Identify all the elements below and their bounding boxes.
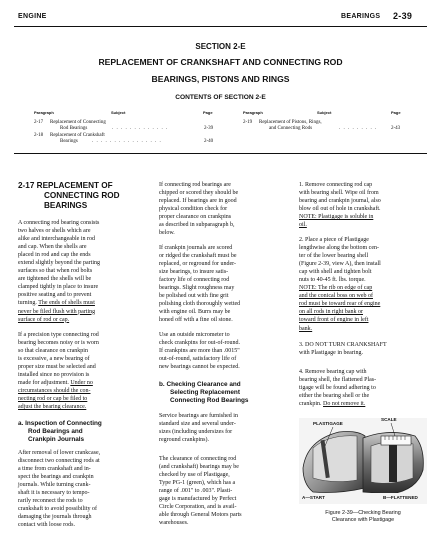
underlined-warning: never be filed flush with parting	[18, 308, 96, 315]
text-line: 1. Remove connecting rod cap	[299, 182, 373, 188]
toc-para: 2-18	[34, 133, 44, 138]
note-line: rod must be toward rear of engine	[299, 301, 381, 308]
page-number: 2-39	[393, 11, 413, 21]
section-label: SECTION 2-E	[195, 42, 246, 51]
text-line: made for adjustment.	[18, 380, 69, 387]
section-heading-2-17	[18, 181, 138, 211]
text-line: are tightened the shells will be	[18, 276, 92, 283]
text-line: lengthwise along the bottom cen-	[299, 245, 379, 252]
text-line: replaced. If bearings are in good	[159, 198, 237, 205]
text-line: warehouses.	[159, 520, 189, 527]
toc-header-paragraph-right: Paragraph	[243, 110, 263, 115]
text-line: range of .001" to .003". Plasti-	[159, 488, 233, 495]
underlined-warning: adjust the bearing clearance.	[18, 404, 87, 411]
note-line: NOTE: Plastigage is soluble in	[299, 214, 374, 221]
text-line: new bearings cannot be expected.	[159, 364, 240, 371]
text-line: installed since no provision is	[18, 372, 90, 379]
header-rule	[14, 26, 427, 27]
text-line: bearing and crankpin journal, also	[299, 198, 381, 205]
underlined-warning: circumstances should the con-	[18, 388, 91, 395]
text-line: journals. While turning crank-	[18, 482, 91, 489]
toc-rule	[14, 153, 427, 154]
text-line: or ridged the crankshaft must be	[159, 253, 237, 260]
text-line: be polished out with fine grit	[159, 293, 229, 300]
underlined-warning: surface of rod or cap.	[18, 316, 70, 323]
text-line: nuts to 40-45 ft. lbs. torque.	[299, 277, 366, 284]
caption-line: Figure 2-39—Checking Bearing	[325, 510, 401, 516]
text-line: out-of-round, satisfactory life of	[159, 356, 237, 363]
subheading-line: a. Inspection of Connecting	[18, 420, 102, 427]
text-line: with bearing shell. Wipe oil from	[299, 190, 379, 197]
note-line: and the conical boss on web of	[299, 293, 373, 300]
paragraph-crankpin-scored	[159, 244, 291, 324]
text-line: physical condition check for	[159, 206, 228, 213]
underlined-warning: necting rod or cap be filed to	[18, 396, 88, 403]
text-line: blow oil out of hole in crankshaft.	[299, 206, 381, 213]
text-line: disconnect two connecting rods at	[18, 458, 100, 465]
text-line: damaging the journals through	[18, 514, 92, 521]
text-line: cap with shell and tighten bolt	[299, 269, 372, 276]
text-line: factory life of connecting rod	[159, 277, 230, 284]
figure-label-start: A—START	[302, 495, 325, 500]
text-line: Service bearings are furnished in	[159, 413, 238, 419]
subheading-inspection	[18, 420, 152, 444]
text-line: bearing becomes noisy or is worn	[18, 340, 99, 347]
subheading-line: Crankpin Journals	[28, 436, 85, 443]
text-line: proper size must be selected and	[18, 364, 96, 371]
paragraph-precision-bearing	[18, 331, 152, 411]
text-line: tigage will be found adhering to	[299, 385, 376, 392]
text-line: A connecting rod bearing consists	[18, 220, 100, 226]
text-line: turning.	[18, 300, 37, 307]
underlined-warning: Under no	[70, 380, 93, 387]
toc-header-subject: Subject	[111, 110, 126, 115]
section-title-line1: REPLACEMENT OF CRANKSHAFT AND CONNECTING ROD	[98, 57, 343, 67]
text-line: If crankpin journals are scored	[159, 245, 233, 251]
paragraph-plastigage	[159, 455, 291, 527]
text-line: a time from crankshaft and in-	[18, 466, 91, 473]
step-3	[299, 341, 425, 357]
text-line: sizes (including undersizes for	[159, 429, 233, 436]
toc-header-page: Page	[203, 110, 213, 115]
running-header-left: ENGINE	[18, 13, 47, 20]
underlined-warning: Do not remove it.	[323, 401, 366, 408]
subheading-line: Connecting Rod Bearings	[170, 397, 249, 404]
text-line: crankshaft to avoid possibility of	[18, 506, 97, 513]
toc-subject: and Connecting Rods	[269, 126, 313, 131]
subheading-line: b. Checking Clearance and	[159, 381, 241, 388]
text-line: positive seating and to prevent	[18, 292, 92, 299]
text-line: proper clearance on crankpins	[159, 214, 232, 221]
note-line: oil.	[299, 222, 307, 229]
step-4	[299, 368, 425, 408]
text-line: with engine oil. Burrs may be	[159, 309, 231, 316]
toc-header-paragraph: Paragraph	[34, 110, 54, 115]
step-2	[299, 236, 425, 333]
toc-page: 2-39	[204, 126, 214, 131]
text-line: (and crankshaft) bearings may be	[159, 464, 239, 471]
toc-subject: Replacement of Pistons, Rings,	[259, 120, 322, 125]
text-line: Type PG-1 (green), which has a	[159, 480, 236, 487]
toc-page: 2-40	[204, 139, 214, 144]
text-line: bearing shell, the flattened Plas-	[299, 377, 377, 384]
note-line: NOTE: The rib on edge of cap	[299, 285, 373, 292]
text-line: 3. DO NOT TURN CRANKSHAFT	[299, 342, 387, 348]
toc-subject: Rod Bearings	[60, 126, 88, 131]
toc-subject: Replacement of Crankshaft	[50, 133, 105, 138]
text-line: 2. Place a piece of Plastigage	[299, 237, 369, 243]
toc-leader: . . . . . . . . . . . . . . . .	[92, 139, 162, 144]
subheading-line: Selecting Replacement	[170, 389, 240, 396]
text-line: gage is manufactured by Perfect	[159, 496, 237, 503]
note-line: toward front of engine in left	[299, 317, 369, 324]
subheading-checking-clearance	[159, 381, 291, 405]
heading-line: BEARINGS	[44, 201, 88, 210]
text-line: standard size and several under-	[159, 421, 236, 428]
paragraph-chipped-bearings	[159, 181, 291, 237]
toc-subject: Bearings	[60, 139, 78, 144]
section-title-line2: BEARINGS, PISTONS AND RINGS	[151, 74, 290, 84]
text-line: checked by use of Plastigage,	[159, 472, 230, 479]
text-line: crankpin.	[299, 401, 322, 408]
text-line: After removal of lower crankcase,	[18, 450, 101, 456]
text-line: ter of the lower bearing shell	[299, 253, 369, 260]
text-line: alike and interchangeable in rod	[18, 236, 95, 243]
text-line: The clearance of connecting rod	[159, 456, 237, 462]
text-line: either the bearing shell or the	[299, 393, 370, 400]
text-line: is excessive, a new bearing of	[18, 356, 90, 363]
figure-label-scale: SCALE	[381, 417, 397, 422]
heading-line: 2-17 REPLACEMENT OF	[18, 181, 113, 190]
toc-page: 2-43	[391, 126, 401, 131]
text-line: (Figure 2-39, view A), then install	[299, 261, 381, 268]
text-line: polishing cloth thoroughly wetted	[159, 301, 241, 308]
text-line: 4. Remove bearing cap with	[299, 369, 367, 375]
text-line: as described in subparagraph b,	[159, 222, 235, 229]
paragraph-inspection	[18, 449, 152, 529]
text-line: below.	[159, 230, 175, 237]
text-line: If crankpins are more than .0015"	[159, 348, 240, 355]
paragraph-bearing-description	[18, 219, 152, 324]
text-line: size bearings, to insure satis-	[159, 269, 229, 276]
text-line: If connecting rod bearings are	[159, 182, 231, 188]
text-line: Use an outside micrometer to	[159, 332, 230, 338]
toc-leader: . . . . . . . . . . . . .	[112, 126, 169, 131]
running-header-title: BEARINGS	[341, 13, 381, 20]
toc-header-subject-right: Subject	[317, 110, 332, 115]
text-line: bearings. Slight roughness may	[159, 285, 235, 292]
figure-caption	[299, 510, 427, 524]
text-line: rarily reconnect the rods to	[18, 498, 83, 505]
text-line: Circle Corporation, and is avail-	[159, 504, 237, 511]
text-line: check crankpins for out-of-round.	[159, 340, 240, 347]
note-line: bank.	[299, 325, 313, 332]
text-line: so that clearance on crankpin	[18, 348, 88, 355]
paragraph-service-bearings	[159, 412, 291, 444]
text-line: spect the bearings and crankpin	[18, 474, 94, 481]
toc-para: 2-17	[34, 120, 44, 125]
text-line: shaft it is necessary to tempo-	[18, 490, 90, 497]
text-line: two halves or shells which are	[18, 228, 91, 235]
figure-label-flattened: B—FLATTENED	[383, 495, 418, 500]
text-line: reground crankpins).	[159, 437, 209, 444]
paragraph-micrometer	[159, 331, 291, 371]
note-line: on all rods in right bank or	[299, 309, 363, 316]
text-line: clamped tightly in place to insure	[18, 284, 99, 291]
figure-plastigage	[299, 418, 427, 504]
heading-line: CONNECTING ROD	[44, 191, 120, 200]
text-line: placed in rod and cap the ends	[18, 252, 91, 259]
caption-line: Clearance with Plastigage	[331, 517, 395, 523]
step-1	[299, 181, 425, 229]
text-line: chipped or scored they should be	[159, 190, 239, 197]
contents-title: CONTENTS OF SECTION 2-E	[175, 94, 266, 101]
underlined-warning: The ends of shells must	[38, 300, 95, 307]
text-line: contact with loose rods.	[18, 522, 75, 529]
toc-para: 2-19	[243, 120, 253, 125]
text-line: replaced, or reground for under-	[159, 261, 237, 268]
text-line: able through General Motors parts	[159, 512, 242, 519]
subheading-line: Rod Bearings and	[28, 428, 83, 435]
text-line: honed off with a fine oil stone.	[159, 317, 233, 324]
text-line: If a precision type connecting rod	[18, 332, 99, 338]
figure-label-plastigage: PLASTIGAGE	[313, 421, 343, 426]
text-line: with Plastigage in bearing.	[299, 350, 363, 357]
text-line: extend slightly beyond the parting	[18, 260, 100, 267]
text-line: and cap. When the shells are	[18, 244, 87, 251]
toc-subject: Replacement of Connecting	[50, 120, 106, 125]
plastigage-illustration	[299, 418, 427, 504]
toc-leader: . . . . . . . . .	[339, 126, 378, 131]
toc-header-page-right: Page	[391, 110, 401, 115]
text-line: surfaces so that when rod bolts	[18, 268, 93, 275]
